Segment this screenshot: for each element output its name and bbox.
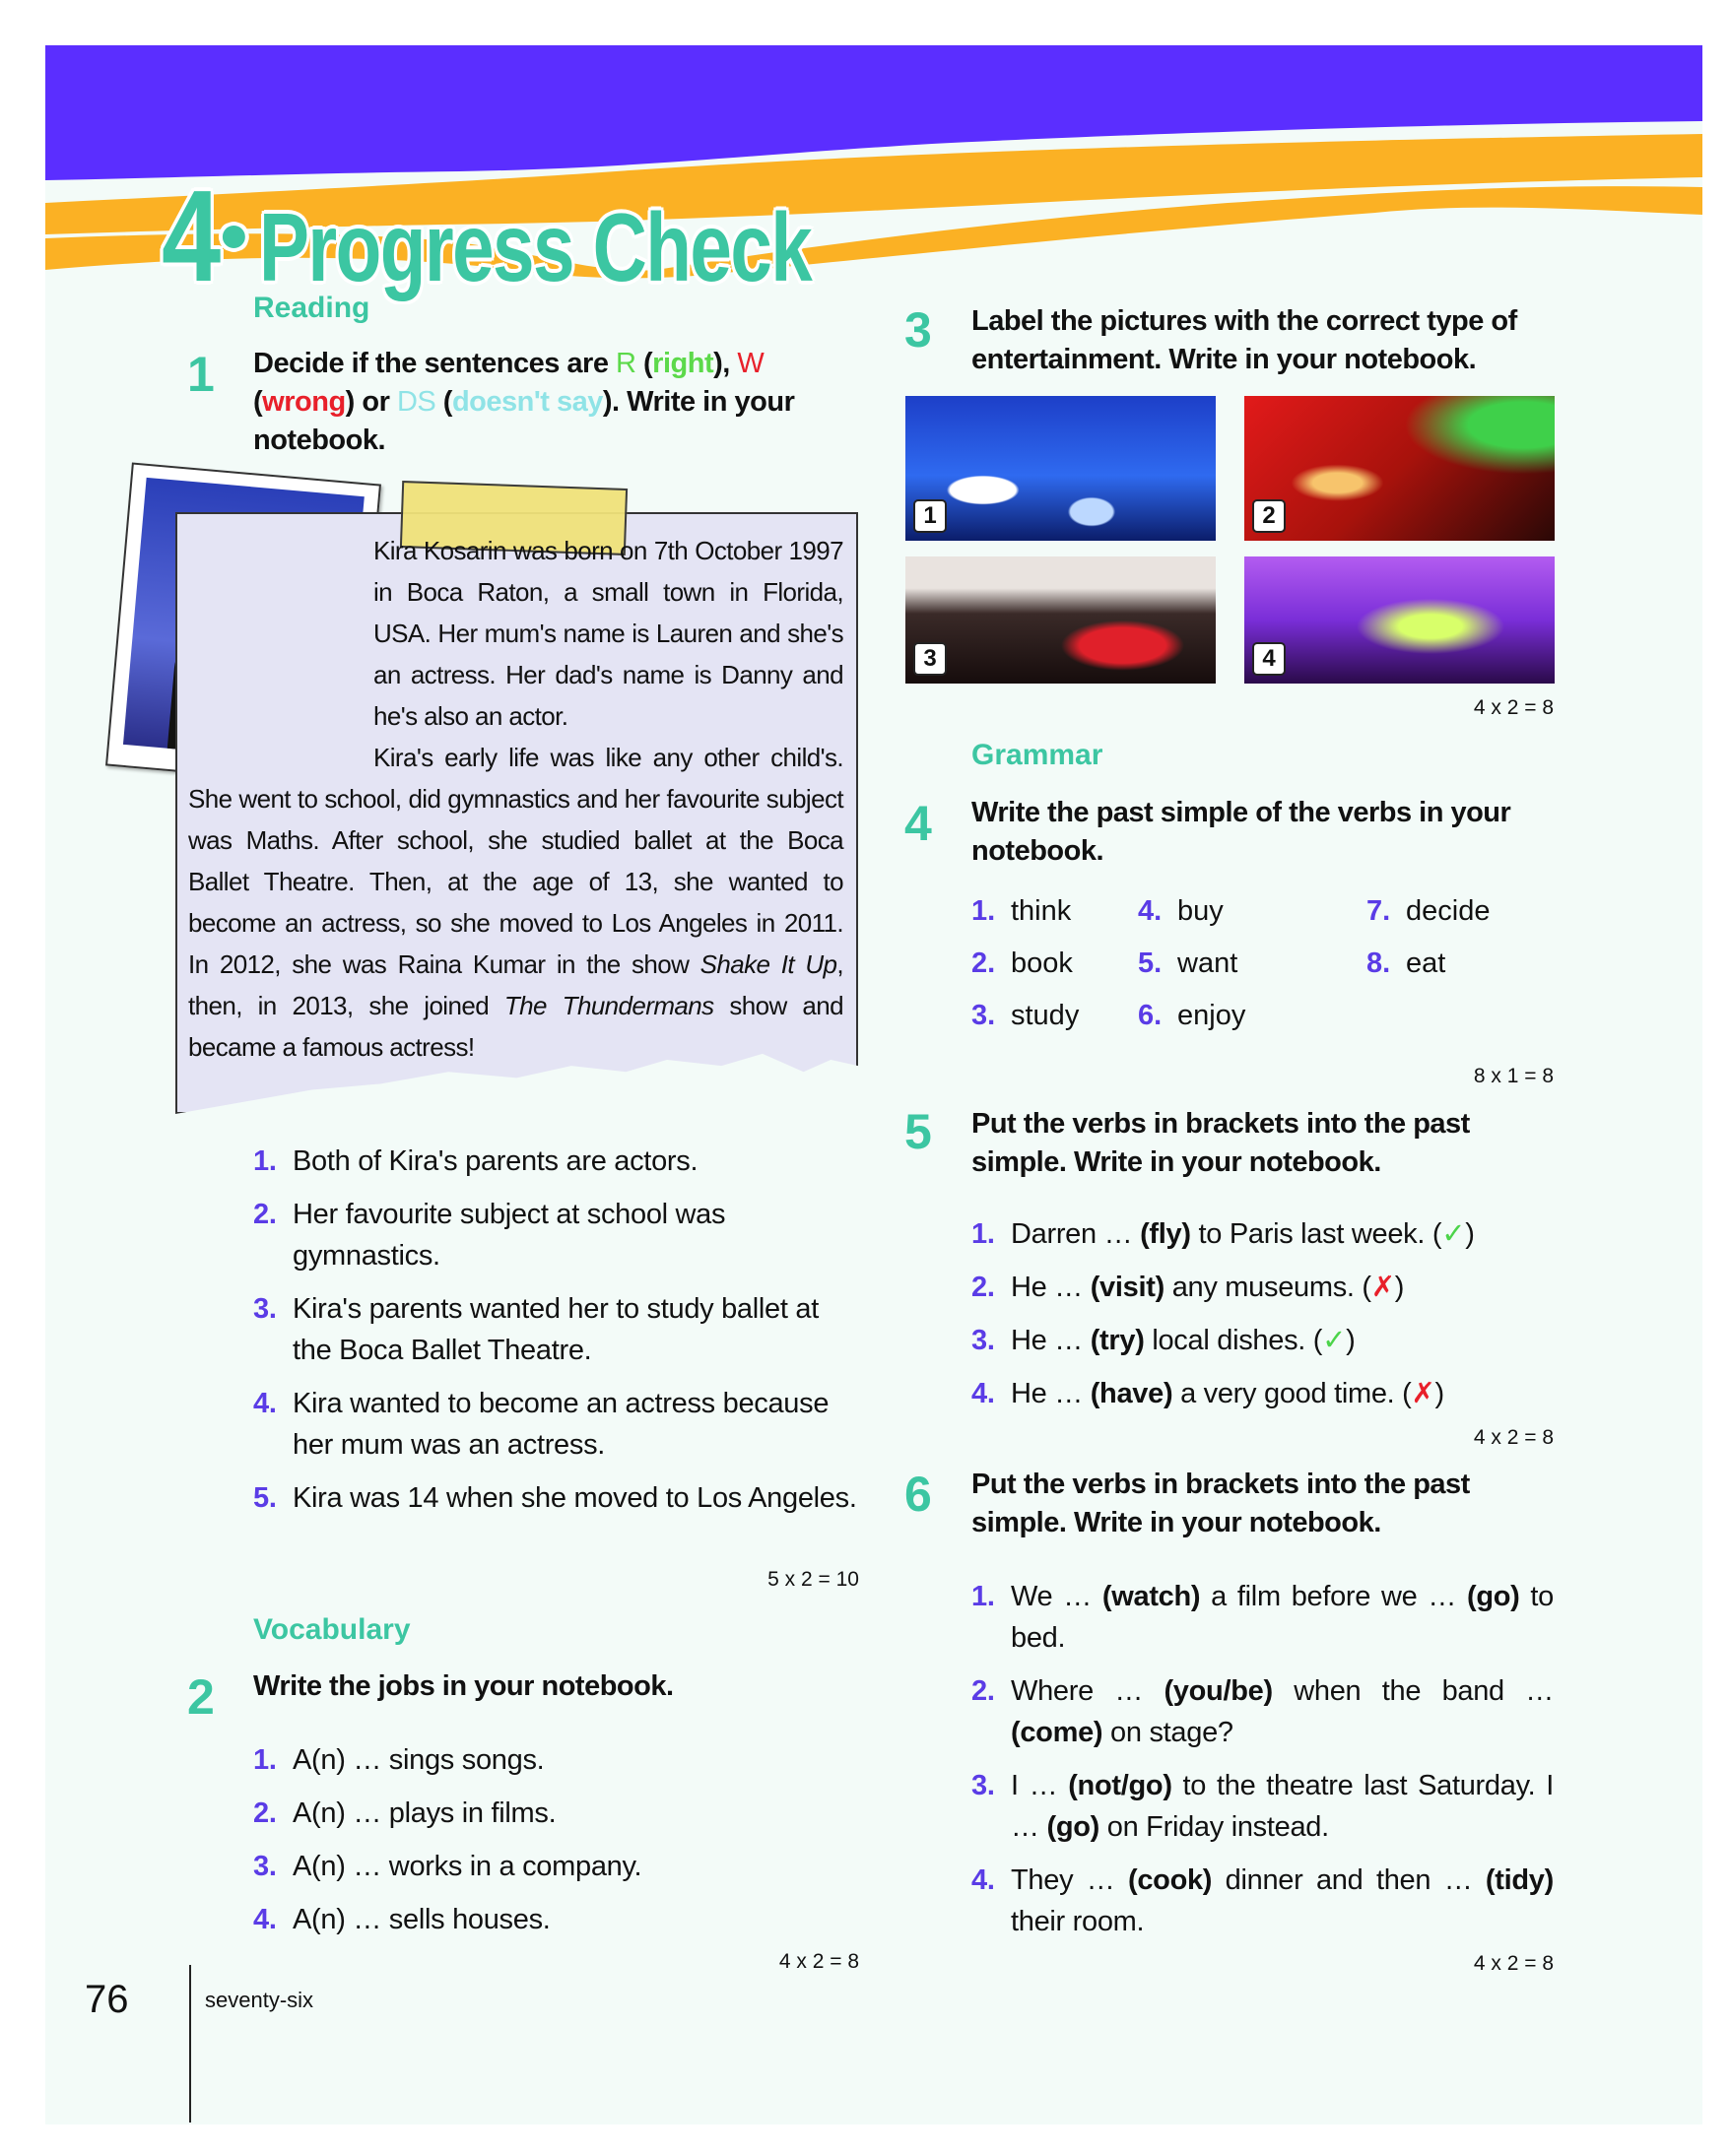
page-number: 76 [85,1978,129,2021]
verb-item [1138,943,1366,995]
item-text: A(n) … sings songs. [293,1744,545,1776]
item-text [1011,1765,1554,1848]
text-segment: , then, in 2013, she joined [188,949,843,1020]
exercise-4-verb-grid [971,890,1564,1047]
item-text: Kira was 14 when she moved to Los Angeles. [293,1482,857,1514]
text-segment: right [652,348,714,379]
item-text [1011,1576,1554,1659]
item-number: 2. [253,1199,277,1230]
text-segment: to bed. [1011,1581,1555,1654]
item-number: 1. [971,895,996,927]
verb-word: enjoy [1177,1000,1246,1031]
item-number: 4. [253,1904,277,1935]
exercise-4-score: 8 x 1 = 8 [1473,1065,1554,1087]
list-item [253,1383,859,1466]
cross-icon: ✗ [1370,1272,1395,1303]
unit-number: 4 [162,163,222,308]
text-segment: ), [713,348,738,379]
vocabulary-heading: Vocabulary [253,1613,411,1646]
text-segment: when the band … [1272,1675,1554,1707]
check-icon: ✓ [1322,1325,1347,1356]
exercise-2-list [253,1739,859,1952]
verb-word: book [1011,947,1073,979]
text-segment: ) or [345,386,397,418]
item-number: 7. [1366,895,1391,927]
item-number: 3. [253,1293,277,1325]
text-segment: show and became a famous actress! [188,991,844,1062]
exercise-5-score: 4 x 2 = 8 [1473,1426,1554,1449]
item-number: 5. [253,1482,277,1514]
text-segment: (go) [1466,1581,1520,1612]
text-segment: a film before we … [1200,1581,1467,1612]
item-number: 3. [971,1770,995,1801]
exercise-1-instruction [253,345,854,460]
item-number: 4. [971,1378,995,1409]
verb-word: decide [1406,895,1491,927]
item-number: 4. [971,1864,995,1896]
picture-label-4: 4 [1252,642,1286,676]
verb-item [1138,995,1366,1047]
text-segment: ) [1434,1378,1444,1409]
text-segment: (fly) [1140,1218,1191,1250]
text-segment: (tidy) [1485,1864,1554,1896]
exercise-2-score: 4 x 2 = 8 [778,1950,859,1973]
exercise-3-instruction: Label the pictures with the correct type of entertainment. Write in your notebook. [971,305,1517,375]
item-text: Kira's parents wanted her to study ballet at the Boca Ballet Theatre. [293,1293,819,1366]
text-segment: (visit) [1090,1272,1164,1303]
list-item [971,1320,1563,1361]
verb-item [971,995,1138,1047]
text-segment: on stage? [1102,1717,1233,1748]
text-segment: They … [1011,1864,1128,1896]
item-number: 2. [971,947,996,979]
text-segment: (come) [1011,1717,1103,1748]
text-segment: Darren … [1011,1218,1141,1250]
exercise-3-score: 4 x 2 = 8 [1473,696,1554,719]
list-item [971,1860,1554,1942]
item-number: 2. [971,1675,995,1707]
exercise-3-number: 3 [904,302,932,358]
verb-item [971,943,1138,995]
list-item [971,1373,1563,1414]
item-text [1011,1213,1563,1255]
item-number: 2. [971,1272,995,1303]
item-number: 8. [1366,947,1391,979]
picture-label-1: 1 [913,499,947,533]
exercise-2-number: 2 [187,1669,215,1725]
text-segment: DS [396,386,436,418]
list-item [253,1141,859,1182]
verb-word: eat [1406,947,1446,979]
text-segment: Shake It Up [699,949,837,979]
list-item [971,1213,1563,1255]
item-number: 1. [253,1145,277,1177]
text-segment: (watch) [1101,1581,1201,1612]
title-text: Progress Check [259,193,812,301]
item-number: 5. [1138,947,1163,979]
list-item [971,1765,1554,1848]
list-item [253,1793,859,1834]
verb-word: buy [1177,895,1224,927]
list-item [971,1267,1563,1308]
item-number: 1. [971,1581,995,1612]
exercise-4-instruction: Write the past simple of the verbs in your notebook. [971,797,1511,867]
item-text: Kira wanted to become an actress because her mum was an actress. [293,1388,830,1461]
text-segment: (not/go) [1068,1770,1172,1801]
text-segment: ( [253,386,263,418]
exercise-4-number: 4 [904,796,932,851]
item-text [1011,1670,1554,1753]
text-segment: (cook) [1127,1864,1213,1896]
verb-word: think [1011,895,1072,927]
grammar-heading: Grammar [971,739,1103,771]
text-segment: doesn't say [451,386,603,418]
text-segment: on Friday instead. [1099,1811,1329,1843]
verb-word: want [1177,947,1238,979]
list-item [253,1739,859,1781]
list-item [253,1899,859,1940]
cross-icon: ✗ [1411,1378,1435,1409]
text-segment: We … [1011,1581,1102,1612]
text-segment: to the theatre last Saturday. I … [1011,1770,1554,1843]
verb-item [1366,943,1564,995]
text-segment: I … [1011,1770,1069,1801]
page-number-words: seventy-six [205,1988,314,2012]
list-item [253,1846,859,1887]
exercise-5-list [971,1213,1563,1426]
item-number: 4. [1138,895,1163,927]
text-segment: Kira's early life was like any other child's. She went to school, did gymnastics and her favourite subject was Maths. After school, she studied ballet at the Boca Ballet Theatre. Then, at the age of 13, she wanted to become an actress, so she moved to Los Angeles in 2011. In 2012, she was Raina Kumar in the show [188,743,843,979]
item-text [1011,1267,1563,1308]
text-segment: He … [1011,1378,1091,1409]
item-text: Her favourite subject at school was gymnastics. [293,1199,726,1272]
exercise-6-number: 6 [904,1467,932,1522]
text-segment: ) [1465,1218,1475,1250]
item-number: 1. [971,1218,995,1250]
text-segment: W [737,348,765,379]
list-item [253,1288,859,1371]
picture-fashion-show [905,556,1216,684]
text-segment: (you/be) [1164,1675,1273,1707]
picture-label-2: 2 [1252,499,1286,533]
text-segment: He … [1011,1272,1091,1303]
text-segment: wrong [262,386,346,418]
text-segment: (have) [1090,1378,1173,1409]
item-number: 3. [971,1000,996,1031]
picture-concert [1244,396,1555,541]
exercise-6-instruction: Put the verbs in brackets into the past simple. Write in your notebook. [971,1469,1470,1538]
item-text: A(n) … works in a company. [293,1851,642,1882]
list-item [971,1670,1554,1753]
text-segment: (try) [1090,1325,1145,1356]
text-segment: their room. [1011,1906,1145,1937]
item-text: Both of Kira's parents are actors. [293,1145,699,1177]
item-number: 3. [971,1325,995,1356]
passage-paragraph-2 [188,737,843,1068]
item-text: A(n) … plays in films. [293,1797,557,1829]
item-number: 1. [253,1744,277,1776]
item-number: 4. [253,1388,277,1419]
text-segment: He … [1011,1325,1091,1356]
list-item [971,1576,1554,1659]
reading-passage [188,530,843,1068]
reading-heading: Reading [253,292,370,324]
exercise-1-list [253,1141,859,1531]
item-number: 3. [253,1851,277,1882]
exercise-2-instruction: Write the jobs in your notebook. [253,1670,674,1702]
text-segment: Where … [1011,1675,1164,1707]
verb-item [1366,890,1564,943]
item-text [1011,1320,1563,1361]
text-segment: a very good time. ( [1172,1378,1412,1409]
exercise-1-score: 5 x 2 = 10 [767,1568,859,1591]
exercise-1-number: 1 [187,347,215,402]
text-segment: ( [635,348,653,379]
item-number: 2. [253,1797,277,1829]
text-segment: dinner and then … [1212,1864,1486,1896]
title-bullet: • [220,192,248,280]
text-segment: Kira Kosarin was born on 7th October 1997 in Boca Raton, a small town in Florida, USA. Her mum's name is Lauren and she's an actress. Her dad's name is Danny and he's also an actor. [373,536,843,731]
item-text [1011,1373,1563,1414]
text-segment: ). Write in your notebook. [253,386,795,456]
text-segment: any museums. ( [1164,1272,1371,1303]
text-segment: to Paris last week. ( [1190,1218,1442,1250]
list-item [253,1194,859,1276]
text-segment: Decide if the sentences are [253,348,616,379]
list-item [253,1477,859,1519]
item-text [1011,1860,1554,1942]
item-text: A(n) … sells houses. [293,1904,551,1935]
text-segment: local dishes. ( [1144,1325,1323,1356]
exercise-6-list [971,1576,1554,1954]
picture-label-3: 3 [913,642,947,676]
text-segment: ( [435,386,452,418]
exercise-5-number: 5 [904,1104,932,1159]
exercise-5-instruction: Put the verbs in brackets into the past simple. Write in your notebook. [971,1108,1470,1178]
text-segment: The Thundermans [503,991,714,1020]
footer-divider [189,1965,191,2123]
exercise-6-score: 4 x 2 = 8 [1473,1952,1554,1975]
verb-item [1138,890,1366,943]
text-segment: (go) [1046,1811,1100,1843]
text-segment: ) [1394,1272,1405,1303]
verb-word: study [1011,1000,1080,1031]
check-icon: ✓ [1441,1218,1466,1250]
item-number: 6. [1138,1000,1163,1031]
picture-ballet [905,396,1216,541]
picture-festival-crowd [1244,556,1555,684]
text-segment: ) [1346,1325,1356,1356]
verb-item [971,890,1138,943]
text-segment: R [616,348,636,379]
